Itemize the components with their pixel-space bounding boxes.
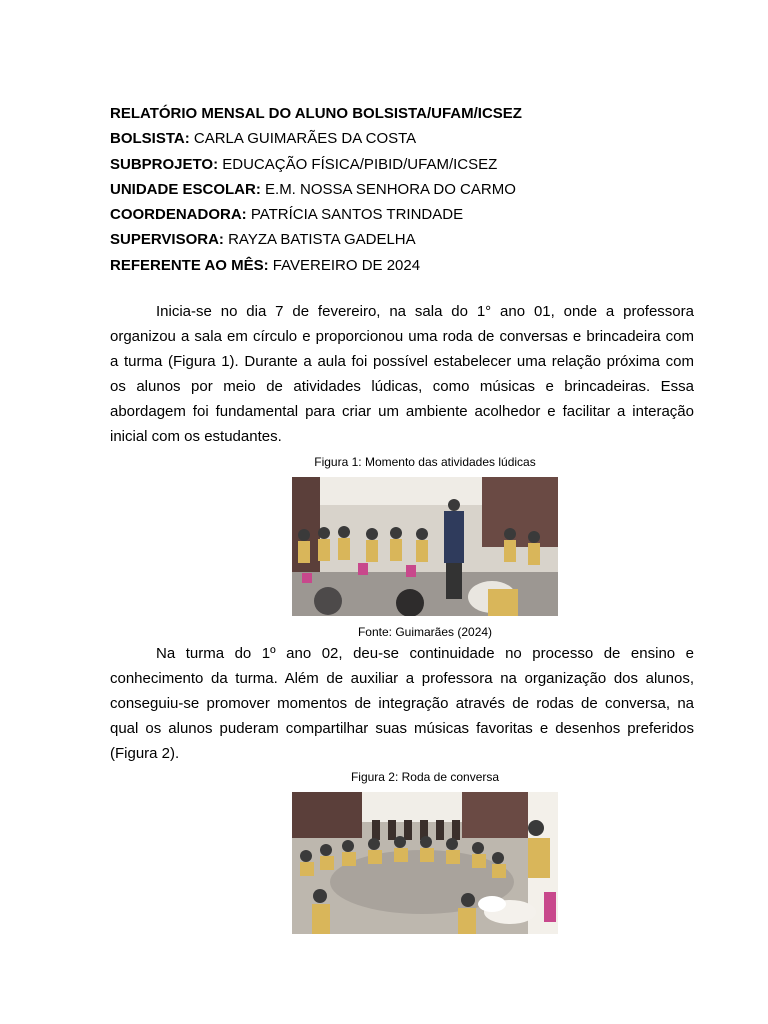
field-value: FAVEREIRO DE 2024 [272, 256, 421, 274]
figure-1-source: Fonte: Guimarães (2024) [357, 625, 493, 639]
field-label: SUBPROJETO: [110, 155, 219, 173]
field-subprojeto [110, 152, 694, 177]
field-label: BOLSISTA: [110, 130, 190, 148]
figure-1-photo [292, 477, 558, 616]
field-unidade-escolar [110, 177, 694, 202]
field-value: E.M. NOSSA SENHORA DO CARMO [265, 180, 516, 198]
field-label: REFERENTE AO MÊS: [110, 256, 269, 274]
classroom-photo-1 [292, 477, 558, 616]
field-referente-mes [110, 253, 694, 278]
field-value: RAYZA BATISTA GADELHA [228, 231, 416, 249]
figure-2-photo [292, 792, 558, 934]
figure-2-caption: Figura 2: Roda de conversa [350, 770, 500, 784]
figure-1-caption: Figura 1: Momento das atividades lúdicas [314, 455, 536, 469]
report-header [110, 101, 694, 278]
paragraph-2: Na turma do 1º ano 02, deu-se continuidade no processo de ensino e conhecimento da turma. Além de auxiliar a professora na organização dos alunos, conseguiu-se promover momentos de integração através de rodas de conversa, na qual os alunos puderam compartilhar suas músicas favoritas e desenhos preferidos (Figura 2). [110, 645, 694, 762]
field-value: EDUCAÇÃO FÍSICA/PIBID/UFAM/ICSEZ [222, 155, 498, 173]
field-label: UNIDADE ESCOLAR: [110, 180, 261, 198]
field-label: COORDENADORA: [110, 206, 247, 224]
field-coordenadora [110, 202, 694, 227]
paragraph-1: Inicia-se no dia 7 de fevereiro, na sala do 1° ano 01, onde a professora organizou a sala em círculo e proporcionou uma roda de conversas e brincadeira com a turma (Figura 1). Durante a aula foi possível estabelecer uma relação próxima com os alunos por meio de atividades lúdicas, como músicas e brincadeiras. Essa abordagem foi fundamental para criar um ambiente acolhedor e facilitar a interação inicial com os estudantes. [110, 303, 694, 445]
classroom-photo-2 [292, 792, 558, 934]
field-supervisora [110, 227, 694, 252]
field-value: CARLA GUIMARÃES DA COSTA [193, 130, 417, 148]
report-title: RELATÓRIO MENSAL DO ALUNO BOLSISTA/UFAM/ICSEZ [110, 105, 522, 122]
field-value: PATRÍCIA SANTOS TRINDADE [250, 206, 464, 224]
field-bolsista [110, 126, 694, 151]
field-label: SUPERVISORA: [110, 231, 224, 249]
